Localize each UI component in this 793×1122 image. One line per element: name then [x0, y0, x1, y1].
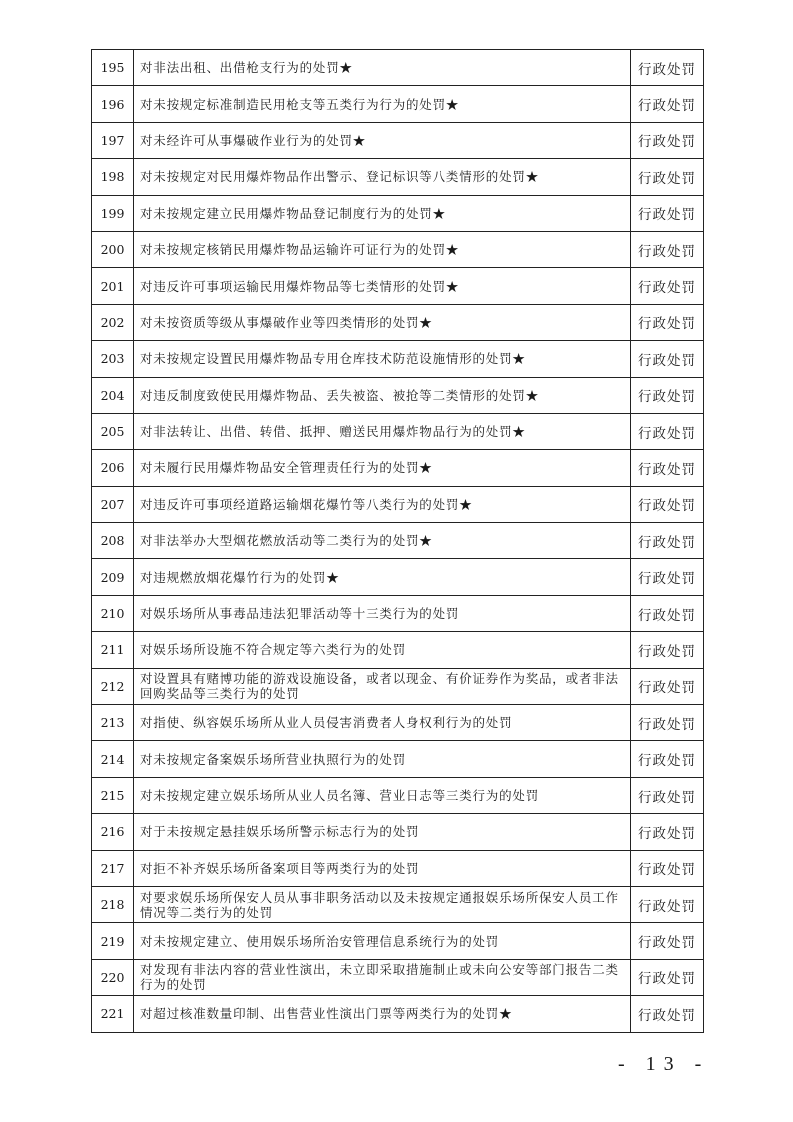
- row-item: 对拒不补齐娱乐场所备案项目等两类行为的处罚: [134, 850, 631, 886]
- row-number: 215: [92, 777, 134, 813]
- row-item: 对非法转让、出借、转借、抵押、赠送民用爆炸物品行为的处罚★: [134, 413, 631, 449]
- row-category: 行政处罚: [631, 159, 704, 195]
- row-category: 行政处罚: [631, 923, 704, 959]
- table-row: [92, 705, 704, 741]
- table-row: [92, 159, 704, 195]
- row-number: 211: [92, 632, 134, 668]
- row-category: 行政处罚: [631, 122, 704, 158]
- table-row: [92, 886, 704, 922]
- row-item: 对未按规定建立、使用娱乐场所治安管理信息系统行为的处罚: [134, 923, 631, 959]
- row-item: 对未按规定建立娱乐场所从业人员名簿、营业日志等三类行为的处罚: [134, 777, 631, 813]
- row-category: 行政处罚: [631, 341, 704, 377]
- row-number: 195: [92, 50, 134, 86]
- row-item: 对非法举办大型烟花燃放活动等二类行为的处罚★: [134, 523, 631, 559]
- table-row: [92, 559, 704, 595]
- row-number: 209: [92, 559, 134, 595]
- row-item: 对违规燃放烟花爆竹行为的处罚★: [134, 559, 631, 595]
- row-number: 204: [92, 377, 134, 413]
- row-number: 216: [92, 814, 134, 850]
- row-category: 行政处罚: [631, 450, 704, 486]
- row-item: 对指使、纵容娱乐场所从业人员侵害消费者人身权利行为的处罚: [134, 705, 631, 741]
- row-category: 行政处罚: [631, 268, 704, 304]
- row-item: 对娱乐场所从事毒品违法犯罪活动等十三类行为的处罚: [134, 595, 631, 631]
- row-number: 196: [92, 86, 134, 122]
- row-number: 208: [92, 523, 134, 559]
- row-item: 对要求娱乐场所保安人员从事非职务活动以及未按规定通报娱乐场所保安人员工作情况等二类行为的处罚: [134, 886, 631, 922]
- table-row: [92, 304, 704, 340]
- row-category: 行政处罚: [631, 559, 704, 595]
- row-category: 行政处罚: [631, 304, 704, 340]
- row-category: 行政处罚: [631, 741, 704, 777]
- row-item: 对未按规定标准制造民用枪支等五类行为行为的处罚★: [134, 86, 631, 122]
- row-item: 对未经许可从事爆破作业行为的处罚★: [134, 122, 631, 158]
- row-number: 210: [92, 595, 134, 631]
- table-row: [92, 523, 704, 559]
- row-category: 行政处罚: [631, 777, 704, 813]
- items-table: [91, 49, 704, 1033]
- page-number: - 13 -: [618, 1053, 710, 1075]
- row-category: 行政处罚: [631, 996, 704, 1032]
- row-number: 197: [92, 122, 134, 158]
- row-item: 对违反许可事项运输民用爆炸物品等七类情形的处罚★: [134, 268, 631, 304]
- row-number: 217: [92, 850, 134, 886]
- row-number: 206: [92, 450, 134, 486]
- row-category: 行政处罚: [631, 377, 704, 413]
- table-row: [92, 377, 704, 413]
- row-item: 对发现有非法内容的营业性演出，未立即采取措施制止或未向公安等部门报告二类行为的处罚: [134, 959, 631, 995]
- row-item: 对未履行民用爆炸物品安全管理责任行为的处罚★: [134, 450, 631, 486]
- table-row: [92, 923, 704, 959]
- table-row: [92, 341, 704, 377]
- row-number: 201: [92, 268, 134, 304]
- row-number: 212: [92, 668, 134, 704]
- row-item: 对未按规定建立民用爆炸物品登记制度行为的处罚★: [134, 195, 631, 231]
- row-item: 对未按规定设置民用爆炸物品专用仓库技术防范设施情形的处罚★: [134, 341, 631, 377]
- row-number: 207: [92, 486, 134, 522]
- row-number: 205: [92, 413, 134, 449]
- row-item: 对违反制度致使民用爆炸物品、丢失被盗、被抢等二类情形的处罚★: [134, 377, 631, 413]
- row-item: 对违反许可事项经道路运输烟花爆竹等八类行为的处罚★: [134, 486, 631, 522]
- row-item: 对未按规定备案娱乐场所营业执照行为的处罚: [134, 741, 631, 777]
- table-row: [92, 450, 704, 486]
- table-row: [92, 122, 704, 158]
- row-item: 对于未按规定悬挂娱乐场所警示标志行为的处罚: [134, 814, 631, 850]
- row-category: 行政处罚: [631, 523, 704, 559]
- table-row: [92, 231, 704, 267]
- row-number: 214: [92, 741, 134, 777]
- row-number: 203: [92, 341, 134, 377]
- table-row: [92, 777, 704, 813]
- row-category: 行政处罚: [631, 814, 704, 850]
- table-row: [92, 959, 704, 995]
- row-category: 行政处罚: [631, 595, 704, 631]
- row-number: 219: [92, 923, 134, 959]
- row-category: 行政处罚: [631, 486, 704, 522]
- row-item: 对未按规定核销民用爆炸物品运输许可证行为的处罚★: [134, 231, 631, 267]
- table-row: [92, 195, 704, 231]
- row-category: 行政处罚: [631, 231, 704, 267]
- row-category: 行政处罚: [631, 413, 704, 449]
- row-category: 行政处罚: [631, 850, 704, 886]
- row-category: 行政处罚: [631, 959, 704, 995]
- row-category: 行政处罚: [631, 886, 704, 922]
- row-category: 行政处罚: [631, 195, 704, 231]
- row-item: 对非法出租、出借枪支行为的处罚★: [134, 50, 631, 86]
- row-category: 行政处罚: [631, 50, 704, 86]
- row-item: 对设置具有赌博功能的游戏设施设备，或者以现金、有价证券作为奖品，或者非法回购奖品等三类行为的处罚: [134, 668, 631, 704]
- table-row: [92, 486, 704, 522]
- row-number: 199: [92, 195, 134, 231]
- row-number: 221: [92, 996, 134, 1032]
- table-row: [92, 86, 704, 122]
- row-category: 行政处罚: [631, 632, 704, 668]
- row-number: 213: [92, 705, 134, 741]
- row-number: 202: [92, 304, 134, 340]
- table-row: [92, 814, 704, 850]
- row-number: 198: [92, 159, 134, 195]
- row-item: 对娱乐场所设施不符合规定等六类行为的处罚: [134, 632, 631, 668]
- row-number: 218: [92, 886, 134, 922]
- row-number: 200: [92, 231, 134, 267]
- row-category: 行政处罚: [631, 86, 704, 122]
- table-row: [92, 268, 704, 304]
- row-category: 行政处罚: [631, 668, 704, 704]
- table-row: [92, 668, 704, 704]
- row-number: 220: [92, 959, 134, 995]
- table-row: [92, 996, 704, 1032]
- table-row: [92, 595, 704, 631]
- table-row: [92, 413, 704, 449]
- row-item: 对未按资质等级从事爆破作业等四类情形的处罚★: [134, 304, 631, 340]
- row-item: 对超过核准数量印制、出售营业性演出门票等两类行为的处罚★: [134, 996, 631, 1032]
- table-row: [92, 50, 704, 86]
- row-category: 行政处罚: [631, 705, 704, 741]
- table-row: [92, 741, 704, 777]
- row-item: 对未按规定对民用爆炸物品作出警示、登记标识等八类情形的处罚★: [134, 159, 631, 195]
- table-body: [92, 50, 704, 1033]
- table-row: [92, 850, 704, 886]
- table-row: [92, 632, 704, 668]
